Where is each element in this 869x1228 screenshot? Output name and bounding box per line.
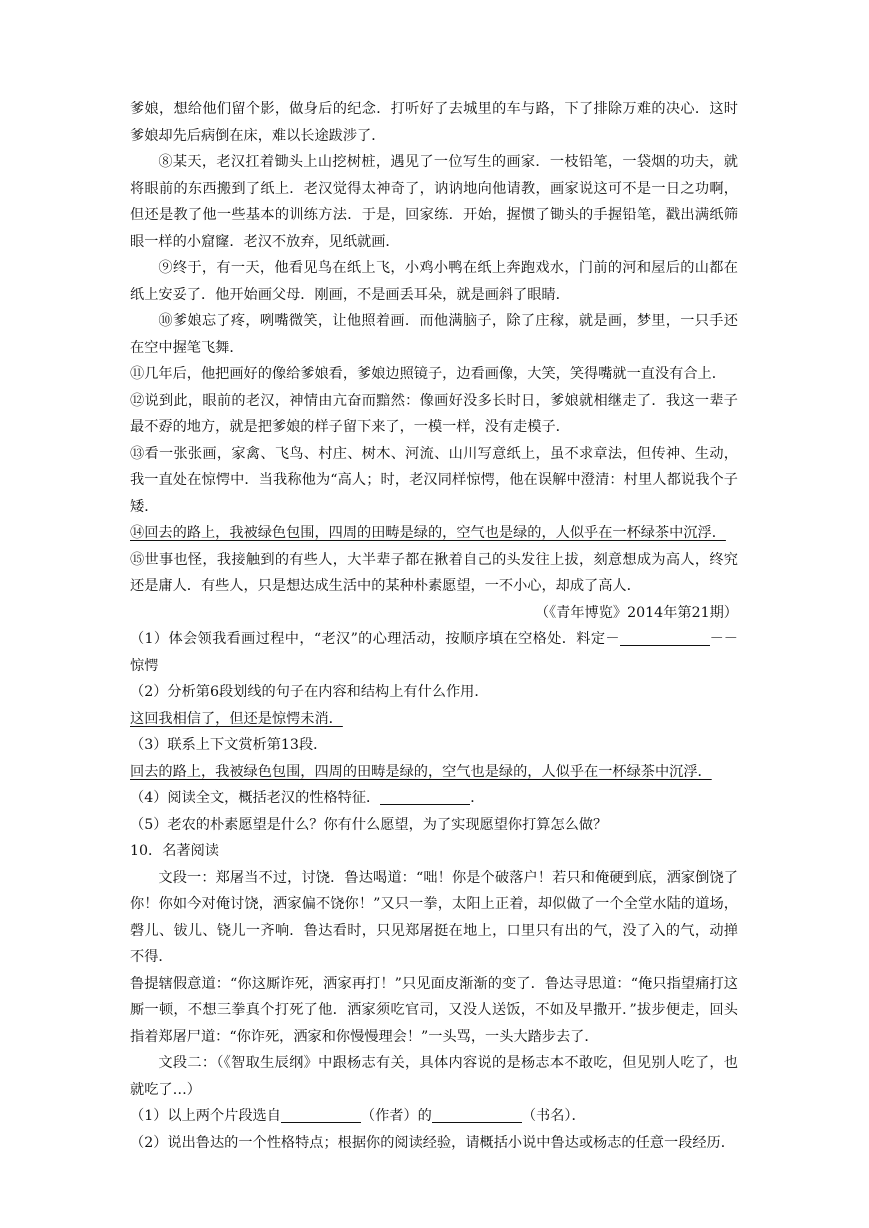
sq1-text: （1）以上两个片段选自 [130,1108,281,1124]
answer-blank-author[interactable] [281,1107,361,1123]
story-paragraph-12: ⑫说到此，眼前的老汉，神情由亢奋而黯然：像画好没多长时日，爹娘就相继走了．我这一辈子最不孬的地方，就是把爹娘的样子留下来了，一模一样，没有走模子． [130,392,738,435]
excerpt-1-continued: 鲁提辖假意道：“你这厮诈死，洒家再打！”只见面皮渐渐的变了．鲁达寻思道：“俺只指望痛打这厮一顿，不想三拳真个打死了他．洒家须吃官司，又没人送饭，不如及早撒开．”拔步便走，回头指着郑屠尸道：“你诈死，洒家和你慢慢理会！”一头骂，一头大踏步去了． [130,975,738,1045]
section-10-question-1 [130,1103,738,1130]
sq1-author-label: （作者）的 [360,1108,432,1124]
answer-blank-book[interactable] [432,1107,522,1123]
answer-blank-4[interactable] [380,789,470,805]
story-paragraph-13: ⑬看一张张画，家禽、飞鸟、村庄、树木、河流、山川写意纸上，虽不求章法，但传神、生动，我一直处在惊愕中．当我称他为“高人；时，老汉同样惊愕，他在误解中澄清：村里人都说我个子矮． [130,445,738,515]
excerpt-2: 文段二：（《智取生辰纲》中跟杨志有关，具体内容说的是杨志本不敢吃，但见别人吃了，也就吃了…） [130,1055,738,1098]
section-10-title: 10．名著阅读 [130,843,219,859]
document-content [130,96,738,1156]
question-1-dash: － [709,631,724,647]
story-paragraph-7-end: 爹娘，想给他们留个影，做身后的纪念．打听好了去城里的车与路，下了排除万难的决心．这时爹娘却先后病倒在床，难以长途跋涉了． [130,101,738,144]
question-1-end: －惊愕 [130,631,738,674]
story-paragraph-9: ⑨终于，有一天，他看见鸟在纸上飞，小鸡小鸭在纸上奔跑戏水，门前的河和屋后的山都在纸上安妥了．他开始画父母．刚画，不是画丢耳朵，就是画斜了眼睛． [130,260,738,303]
question-3-quote: 回去的路上，我被绿色包围，四周的田畴是绿的，空气也是绿的，人似乎在一杯绿茶中沉浮． [130,763,712,780]
story-paragraph-8: ⑧某天，老汉扛着锄头上山挖树桩，遇见了一位写生的画家．一枝铅笔，一袋烟的功夫，就将眼前的东西搬到了纸上．老汉觉得太神奇了，讷讷地向他请教，画家说这可不是一日之功啊，但还是教了他一些基本的训练方法．于是，回家练．开始，握惯了锄头的手握铅笔，戳出满纸筛眼一样的小窟窿．老汉不放弃，见纸就画． [130,154,738,250]
answer-blank-1[interactable] [620,630,710,646]
story-paragraph-10: ⑩爹娘忘了疼，咧嘴微笑，让他照着画．而他满脑子，除了庄稼，就是画，梦里，一只手还在空中握笔飞舞． [130,313,738,356]
excerpt-1: 文段一：郑屠当不过，讨饶．鲁达喝道：“咄！你是个破落户！若只和俺硬到底，洒家倒饶了你！你如今对俺讨饶，洒家偏不饶你！”又只一拳，太阳上正着，却似做了一个全堂水陆的道场，磬儿、钹儿、铙儿一齐响．鲁达看时，只见郑屠挺在地上，口里只有出的气，没了入的气，动掸不得． [130,869,738,965]
question-1-text: （1）体会领我看画过程中，“老汉”的心理活动，按顺序填在空格处．料定－ [130,631,620,647]
question-4-end: ． [470,790,485,806]
story-paragraph-11: ⑪几年后，他把画好的像给爹娘看，爹娘边照镜子，边看画像，大笑，笑得嘴就一直没有合上． [130,366,726,382]
story-paragraph-14-underlined: ⑭回去的路上，我被绿色包围，四周的田畴是绿的，空气也是绿的，人似乎在一杯绿茶中沉浮． [130,525,726,541]
question-3: （3）联系上下文赏析第13段． [130,737,328,753]
question-4-text: （4）阅读全文，概括老汉的性格特征． [130,790,381,806]
story-paragraph-15: ⑮世事也怪，我接触到的有些人，大半辈子都在揪着自己的头发往上拔，刻意想成为高人，终究还是庸人．有些人，只是想达成生活中的某种朴素愿望，一不小心，却成了高人． [130,551,738,594]
question-1 [130,626,738,679]
question-2: （2）分析第6段划线的句子在内容和结构上有什么作用． [130,684,489,700]
sq1-book-label: （书名）． [521,1108,586,1124]
source-citation: （《青年博览》2014年第21期） [534,604,738,621]
section-10-question-2: （2）说出鲁达的一个性格特点；根据你的阅读经验，请概括小说中鲁达或杨志的任意一段经历． [130,1134,735,1151]
question-2-quote: 这回我相信了，但还是惊愕未消． [130,710,343,727]
question-5: （5）老农的朴素愿望是什么？你有什么愿望，为了实现愿望你打算怎么做？ [130,816,608,833]
question-4 [130,785,738,812]
